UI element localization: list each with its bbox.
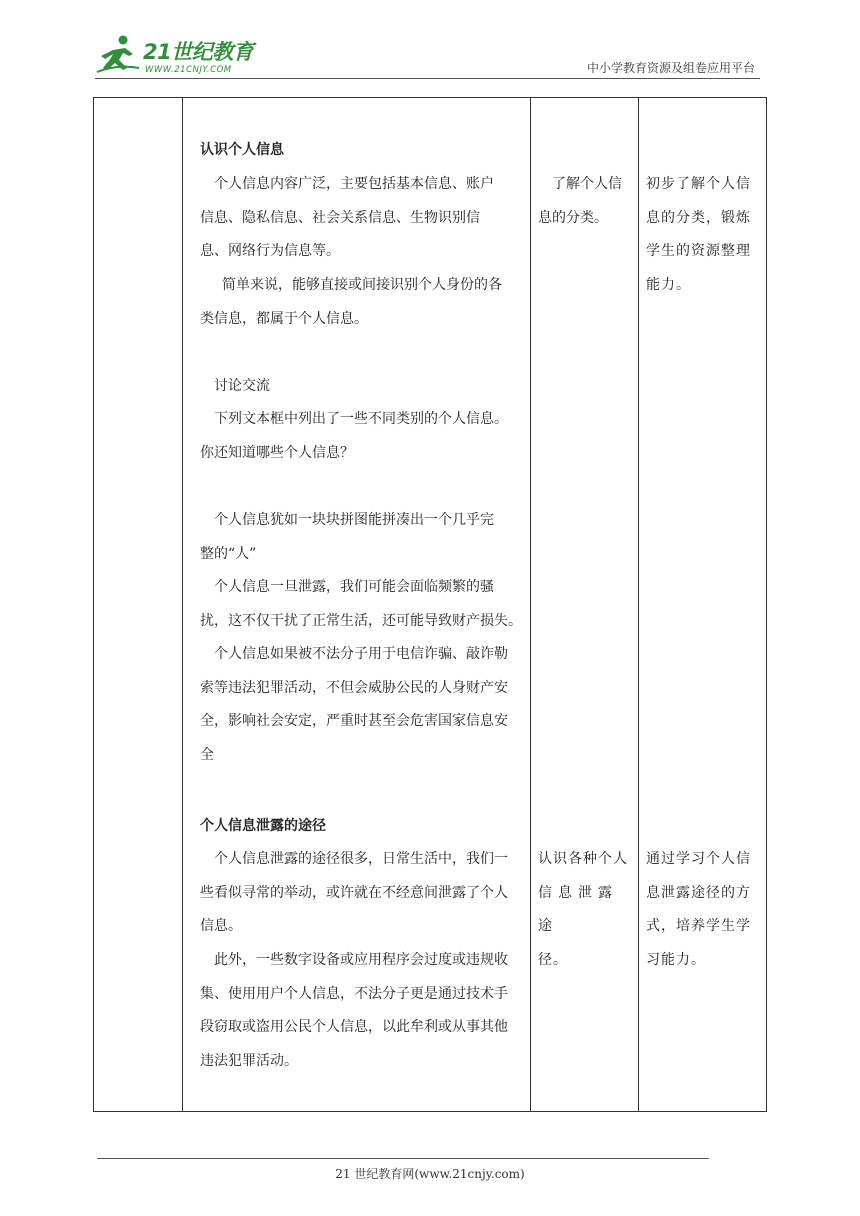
paragraph-7: 个人信息泄露的途径很多，日常生活中，我们一 些看似寻常的举动，或许就在不经意间泄露了个人 信息。 (200, 851, 508, 934)
footer-divider (97, 1158, 709, 1159)
discussion-title: 讨论交流 (214, 378, 270, 394)
paragraph-6: 个人信息如果被不法分子用于电信诈骗、敲诈勒 索等违法犯罪活动，不但会威胁公民的人身财产安 全，影响社会安定，严重时甚至会危害国家信息安 全 (200, 646, 508, 763)
lesson-table (93, 97, 767, 1112)
site-logo[interactable] (95, 34, 265, 76)
header-divider (95, 78, 760, 79)
paragraph-2: 简单来说，能够直接或间接识别个人身份的各 类信息，都属于个人信息。 (200, 277, 502, 327)
paragraph-8: 此外，一些数字设备或应用程序会过度或违规收 集、使用用户个人信息，不法分子更是通过技术手 段窃取或盗用公民个人信息，以此牟利或从事其他 违法犯罪活动。 (200, 952, 508, 1069)
student-activity-1: 了解个人信 息的分类。 (538, 176, 622, 226)
column-divider (182, 98, 183, 1111)
section-heading-leak-paths: 个人信息泄露的途径 (200, 818, 326, 834)
paragraph-5: 个人信息一旦泄露，我们可能会面临频繁的骚 扰，这不仅干扰了正常生活，还可能导致财产损失。 (200, 579, 522, 629)
design-intent-1: 初步了解个人信 息的分类，锻炼 学生的资源整理 能力。 (646, 176, 751, 293)
paragraph-3: 下列文本框中列出了一些不同类别的个人信息。 你还知道哪些个人信息？ (200, 411, 508, 461)
paragraph-1: 个人信息内容广泛，主要包括基本信息、账户 信息、隐私信息、社会关系信息、生物识别信 息、网络行为信息等。 (200, 176, 494, 259)
column-divider (638, 98, 639, 1111)
runner-logo-icon (95, 34, 141, 74)
logo-url: WWW.21CNJY.COM (145, 65, 232, 75)
page-header (95, 30, 760, 78)
paragraph-4: 个人信息犹如一块块拼图能拼凑出一个几乎完 整的“人” (200, 512, 494, 562)
student-activity-2: 认识各种个人 信息泄露途 径。 (538, 851, 628, 968)
logo-title: 21世纪教育 (143, 40, 254, 64)
footer-link[interactable]: 21 世纪教育网(www.21cnjy.com) (335, 1167, 525, 1181)
section-heading-personal-info: 认识个人信息 (200, 142, 284, 158)
header-tagline: 中小学教育资源及组卷应用平台 (586, 61, 755, 75)
design-intent-2: 通过学习个人信 息泄露途径的方 式，培养学生学 习能力。 (646, 851, 751, 968)
